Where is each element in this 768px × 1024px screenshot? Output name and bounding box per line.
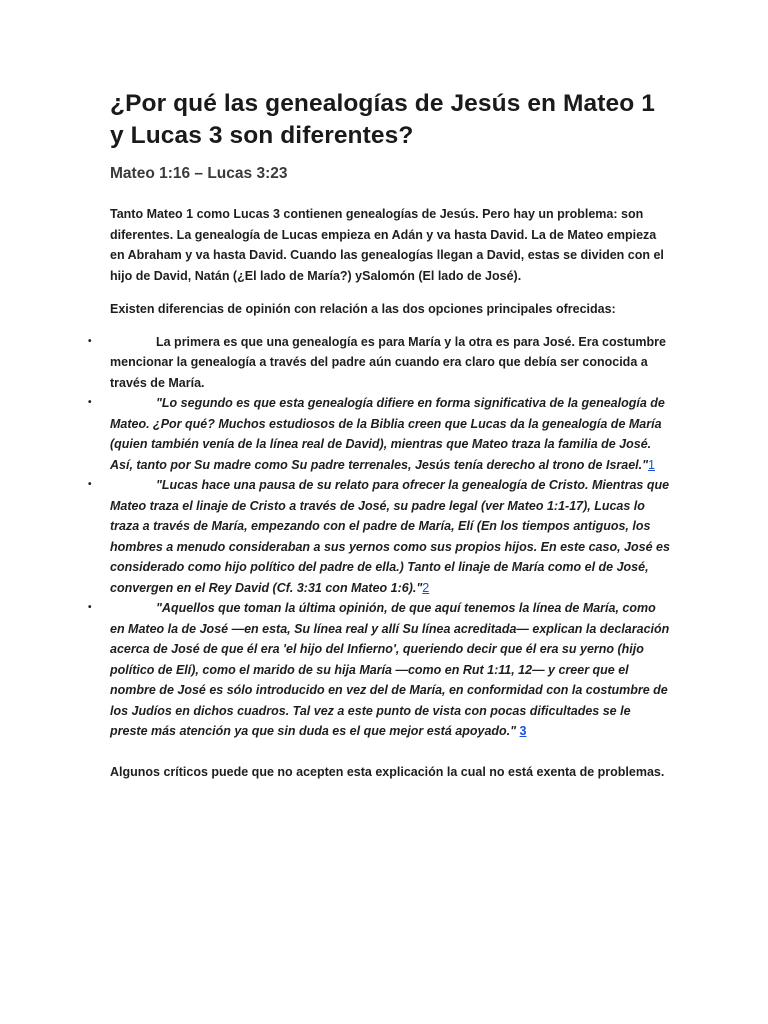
footnote-link-3[interactable]: 3 <box>519 724 527 738</box>
list-item <box>88 332 670 394</box>
page-subtitle: Mateo 1:16 – Lucas 3:23 <box>110 165 288 182</box>
opinion-list <box>88 332 670 742</box>
page-title: ¿Por qué las genealogías de Jesús en Mateo 1 y Lucas 3 son diferentes? <box>110 90 655 149</box>
footnote-link-1[interactable]: 1 <box>648 457 655 472</box>
list-item-text: La primera es que una genealogía es para María y la otra es para José. Era costumbre mencionar la genealogía a través del padre aún cuando era claro que debía ser conocida a través de María. <box>110 334 666 390</box>
bullet-icon: • <box>88 479 92 490</box>
closing-paragraph: Algunos críticos puede que no acepten esta explicación la cual no está exenta de problemas. <box>110 764 665 779</box>
list-item <box>88 393 670 475</box>
intro-paragraph: Tanto Mateo 1 como Lucas 3 contienen genealogías de Jesús. Pero hay un problema: son diferentes. La genealogía de Lucas empieza en Adán y va hasta David. La de Mateo empieza en Abraham y va hasta David. Cuando las genealogías llegan a David, estas se dividen con el hijo de David, Natán (¿El lado de María?) ySalomón (El lado de José). <box>110 207 664 283</box>
list-item <box>88 598 670 742</box>
list-item-text: "Lo segundo es que esta genealogía difiere en forma significativa de la genealogía de Mateo. ¿Por qué? Muchos estudiosos de la Biblia creen que Lucas da la genealogía de María (quien también venía de la línea real de David), mientras que Mateo traza la familia de José. Así, tanto por Su madre como Su padre terrenales, Jesús tenía derecho al trono de Israel." <box>110 396 665 472</box>
article <box>88 88 670 782</box>
lead-in-paragraph: Existen diferencias de opinión con relación a las dos opciones principales ofrecidas: <box>110 302 616 316</box>
list-item-text: "Lucas hace una pausa de su relato para ofrecer la genealogía de Cristo. Mientras que Mateo traza el linaje de Cristo a través de José, su padre legal (ver Mateo 1:1-17), Lucas lo traza a través de María, empezando con el padre de María, Elí (En los tiempos antiguos, los hombres a menudo consideraban a sus yernos como sus propios hijos. En este caso, José es considerado como hijo político del padre de ella.) Tanto el linaje de María como el de José, convergen en el Rey David (Cf. 3:31 con Mateo 1:6)." <box>110 478 670 595</box>
bullet-icon: • <box>88 335 92 347</box>
bullet-icon: • <box>88 602 92 613</box>
list-item <box>88 475 670 598</box>
bullet-icon: • <box>88 397 92 408</box>
list-item-text: "Aquellos que toman la última opinión, de que aquí tenemos la línea de María, como en Mateo la de José —en esta, Su línea real y allí Su línea acreditada— explican la declaración acerca de José de que él era 'el hijo del Infierno', queriendo decir que él era su yerno (hijo político de Elí), como el marido de su hija María —como en Rut 1:11, 12— y creer que el nombre de José es sólo introducido en vez del de María, en conformidad con la costumbre de los Judíos en dichos cuadros. Tal vez a este punto de vista con pocas dificultades se le preste más atención ya que sin duda es el que mejor está apoyado." <box>110 601 670 738</box>
footnote-link-2[interactable]: 2 <box>422 580 430 595</box>
